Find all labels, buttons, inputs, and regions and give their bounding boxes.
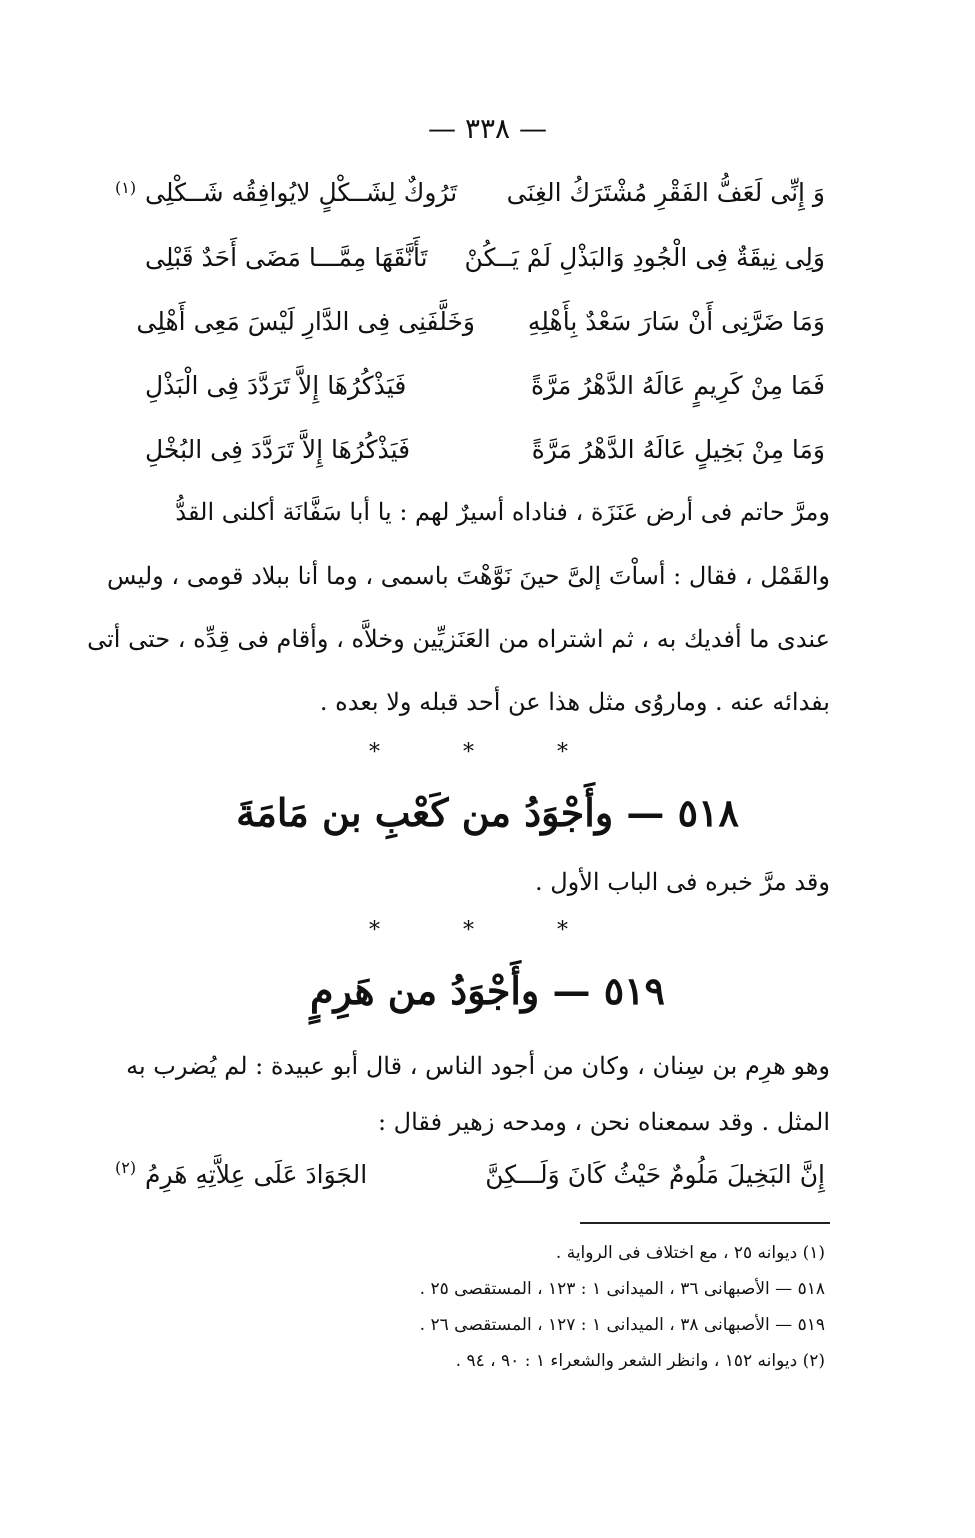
verse-first-hemistich: وَمَا مِنْ بَخِيلٍ عَالَهُ الدَّهْرُ مَرَّةً [531,435,825,464]
section-heading-518: ٥١٨ — وأَجْوَدُ من كَعْبِ بن مَامَةَ [236,790,739,835]
verse-line [145,371,825,419]
footnote: ٥١٩ — الأصبهانى ٣٨ ، الميدانى ١ : ١٢٧ ، المستقصى ٢٦ . [419,1315,825,1335]
paragraph-line: والقَمْل ، فقال : أساْتَ إلىَّ حينَ نَوَّهْتَ باسمى ، وما أنا ببلاد قومى ، وليس [107,562,830,590]
verse-second-hemistich: فَيَذْكُرُهَا إِلاَّ تَرَدَّدَ فِى البُخْلِ [145,435,411,464]
paragraph-line: ومرَّ حاتم فى أرض عَنَزَة ، فناداه أسيرٌ لهم : يا أبا سَفَّانَة أكلنى القدُّ [175,498,830,526]
page-number: — ٣٣٨ — [428,112,547,145]
paragraph-line: بفدائه عنه . وماروُى مثل هذا عن أحد قبله ولا بعده . [319,688,830,716]
verse-line [136,307,825,355]
footnote: (٢) ديوانه ١٥٢ ، وانظر الشعر والشعراء ١ : ٩٠ ، ٩٤ . [455,1351,825,1371]
paragraph-line: المثل . وقد سمعناه نحن ، ومدحه زهير فقال : [377,1108,830,1136]
verse-first-hemistich: وَ إِنِّى لَعَفُّ الفَقْرِ مُشْتَرَكُ الغِنَى [506,178,825,207]
verse-first-hemistich: فَمَا مِنْ كَرِيمٍ عَالَهُ الدَّهْرُ مَرَّةً [531,371,825,400]
verse-line [145,243,825,291]
verse-second-hemistich: فَيَذْكُرُهَا إِلاَّ تَرَدَّدَ فِى الْبَذْلِ [145,371,407,400]
paragraph-line: وهو هرِم بن سِنان ، وكان من أجود الناس ، قال أبو عبيدة : لم يُضرب به [126,1052,830,1080]
verse-line [145,178,825,226]
footnote-divider [580,1222,830,1224]
section-separator: * * * [369,918,606,943]
footnote-marker: (٢) [115,1158,137,1177]
footnote: (١) ديوانه ٢٥ ، مع اختلاف فى الرواية . [555,1243,825,1263]
footnote: ٥١٨ — الأصبهانى ٣٦ ، الميدانى ١ : ١٢٣ ، المستقصى ٢٥ . [419,1279,825,1299]
verse-second-hemistich: تَأَنَّقَهَا مِمَّـــا مَضَى أَحَدٌ قَبْلِى [145,243,428,272]
section-text-518: وقد مرَّ خبره فى الباب الأول . [534,868,830,896]
verse-second-hemistich: الجَوَادَ عَلَى عِلاَّتِهِ هَرِمُ [145,1160,368,1189]
verse-line [145,435,825,483]
verse-second-hemistich: وَخَلَّفَنِى فِى الدَّارِ لَيْسَ مَعِى أَهْلِى [136,307,475,336]
section-separator: * * * [369,740,606,765]
verse-first-hemistich: وَلِى نِيقَةٌ فِى الْجُودِ وَالبَذْلِ لَمْ يَــكُنْ [464,243,825,272]
verse-second-hemistich: تَرُوكٌ لِشَــكْلٍ لايُوافِقُه شَــكْلِى [145,178,458,207]
paragraph-line: عندى ما أفديك به ، ثم اشتراه من العَنَزيِّين وخلاَّه ، وأقام فى قِدِّه ، حتى أتى [87,625,830,653]
verse-first-hemistich: إِنَّ البَخِيلَ مَلُومٌ حَيْثُ كَانَ وَلَـــكِنَّ [485,1160,825,1189]
section-heading-519: ٥١٩ — وأَجْوَدُ من هَرِمٍ [310,968,665,1013]
verse-line [145,1160,825,1208]
verse-first-hemistich: وَمَا ضَرَّنِى أَنْ سَارَ سَعْدٌ بِأَهْلِهِ [527,307,825,336]
footnote-marker: (١) [115,178,137,197]
